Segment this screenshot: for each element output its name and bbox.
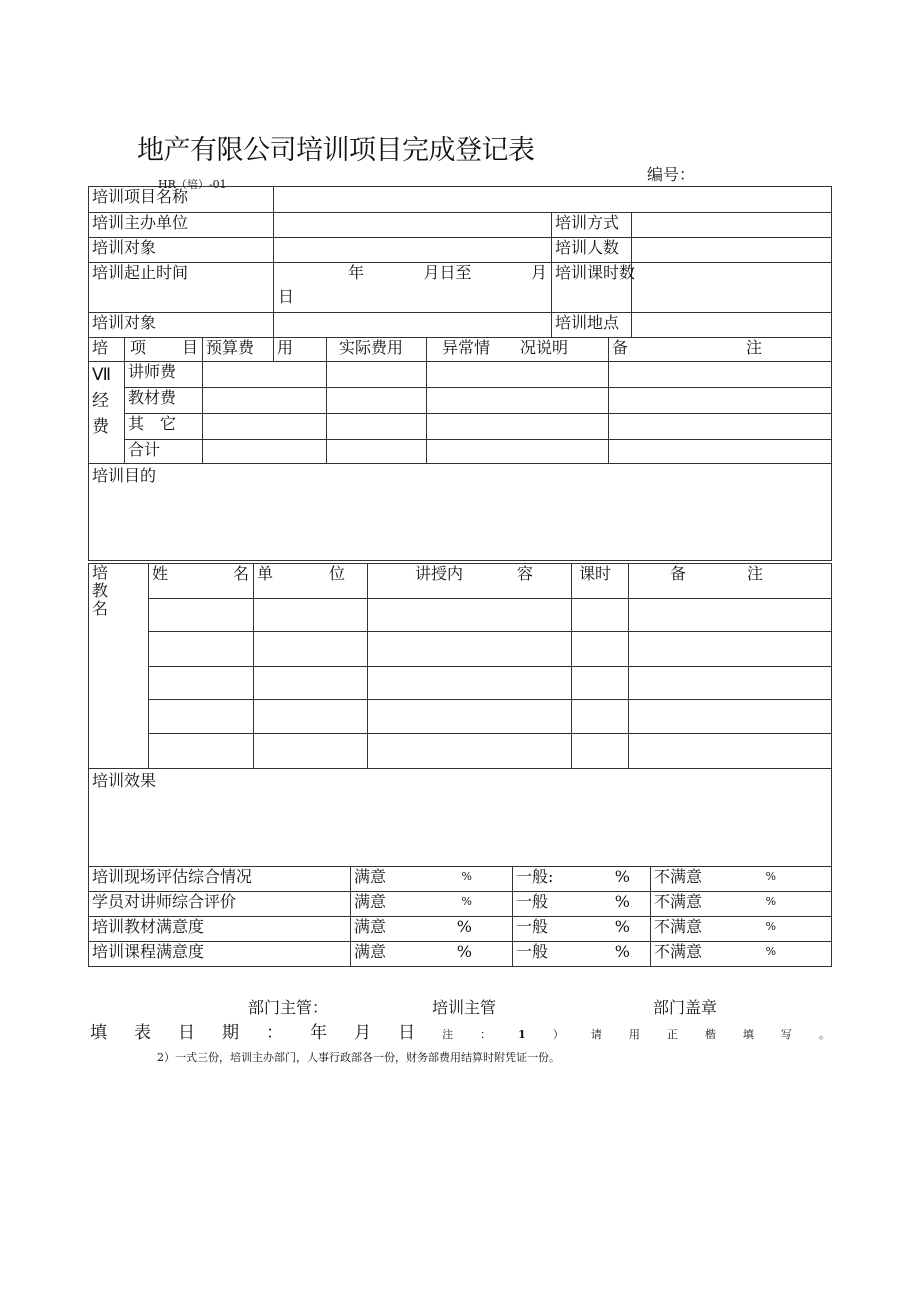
- trainer-unit-cell[interactable]: [254, 599, 368, 632]
- funds-materials-budget[interactable]: [203, 388, 327, 414]
- evaluation-label: 培训现场评估综合情况: [89, 867, 351, 892]
- funds-item-materials: 教材费: [125, 388, 203, 414]
- trainer-content-cell[interactable]: [368, 700, 572, 734]
- funds-lecturer-budget[interactable]: [203, 362, 327, 388]
- general-cell[interactable]: 一般: %: [513, 867, 651, 892]
- trainers-header-remark: 备 注: [629, 564, 832, 599]
- table-row: [89, 632, 832, 667]
- funds-lecturer-actual[interactable]: [327, 362, 427, 388]
- trainer-hours-cell[interactable]: [572, 632, 629, 667]
- page-title: 地产有限公司培训项目完成登记表: [137, 135, 535, 166]
- funds-other-budget[interactable]: [203, 414, 327, 440]
- trainer-unit-cell[interactable]: [254, 734, 368, 769]
- evaluation-row: [89, 917, 832, 942]
- satisfied-cell[interactable]: 满意 %: [351, 942, 513, 967]
- trainer-name-cell[interactable]: [149, 599, 254, 632]
- trainer-hours-cell[interactable]: [572, 667, 629, 700]
- trainer-remark-cell[interactable]: [629, 667, 832, 700]
- funds-header-item: 项 目: [125, 338, 203, 362]
- period-year: 年: [348, 263, 365, 282]
- trainer-unit-cell[interactable]: [254, 667, 368, 700]
- satisfied-cell[interactable]: 满意 %: [351, 867, 513, 892]
- funds-vertical-label: Ⅶ 经 费: [89, 362, 125, 464]
- funds-lecturer-abnormal[interactable]: [427, 362, 609, 388]
- trainer-content-cell[interactable]: [368, 599, 572, 632]
- evaluation-label: 培训课程满意度: [89, 942, 351, 967]
- trainer-name-cell[interactable]: [149, 632, 254, 667]
- unsatisfied-cell[interactable]: 不满意 %: [651, 942, 832, 967]
- funds-lecturer-remark[interactable]: [609, 362, 832, 388]
- period-month: 月: [530, 263, 547, 282]
- trainer-hours-cell[interactable]: [572, 599, 629, 632]
- unsatisfied-cell[interactable]: 不满意 %: [651, 867, 832, 892]
- period-field[interactable]: [274, 263, 552, 313]
- trainer-unit-cell[interactable]: [254, 700, 368, 734]
- target-field[interactable]: [274, 238, 552, 263]
- funds-total-budget[interactable]: [203, 440, 327, 464]
- label-location: 培训地点: [552, 313, 632, 338]
- evaluation-row: [89, 867, 832, 892]
- project-name-field[interactable]: [274, 187, 832, 213]
- serial-number-label: 编号：: [647, 165, 696, 184]
- trainer-name-cell[interactable]: [149, 734, 254, 769]
- hours-field[interactable]: [632, 263, 832, 313]
- evaluation-label: 学员对讲师综合评价: [89, 892, 351, 917]
- dept-head-label: 部门主管：: [248, 998, 329, 1017]
- funds-vertical-1: 培: [89, 338, 125, 362]
- note-line-2: 2）一式三份，培训主办部门，人事行政部各一份，财务部费用结算时附凭证一份。: [157, 1051, 560, 1064]
- table-row: [89, 734, 832, 769]
- evaluation-table: [88, 768, 832, 967]
- period-mid: 月日至: [423, 263, 472, 282]
- headcount-field[interactable]: [632, 238, 832, 263]
- fill-date-and-note: 填 表 日 期 ： 年 月 日 注 ： 1 ） 请 用 正 楷 填 写 。: [90, 1023, 830, 1043]
- trainer-unit-cell[interactable]: [254, 632, 368, 667]
- dept-seal-label: 部门盖章: [653, 998, 718, 1017]
- funds-header-remark: 备 注: [609, 338, 832, 362]
- label-period: 培训起止时间: [89, 263, 274, 313]
- label-project-name: 培训项目名称: [89, 187, 274, 213]
- trainers-vertical-label: 培教名: [89, 564, 149, 769]
- satisfied-cell[interactable]: 满意 %: [351, 917, 513, 942]
- trainer-name-cell[interactable]: [149, 700, 254, 734]
- effect-field[interactable]: [89, 769, 832, 867]
- trainers-header-unit: 单 位: [254, 564, 368, 599]
- label-target: 培训对象: [89, 238, 274, 263]
- registration-form-table: [88, 186, 832, 561]
- general-cell[interactable]: 一般 %: [513, 942, 651, 967]
- satisfied-cell[interactable]: 满意 %: [351, 892, 513, 917]
- trainer-hours-cell[interactable]: [572, 734, 629, 769]
- label-host-unit: 培训主办单位: [89, 213, 274, 238]
- training-head-label: 培训主管: [432, 998, 497, 1017]
- table-row: [89, 599, 832, 632]
- funds-total-actual[interactable]: [327, 440, 427, 464]
- funds-header-budget-suffix: 用: [274, 338, 327, 362]
- host-unit-field[interactable]: [274, 213, 552, 238]
- label-headcount: 培训人数: [552, 238, 632, 263]
- form-code: HR（培）-01: [158, 178, 227, 191]
- trainer-remark-cell[interactable]: [629, 599, 832, 632]
- evaluation-row: [89, 892, 832, 917]
- location-field[interactable]: [632, 313, 832, 338]
- funds-header-actual: 实际费用: [327, 338, 427, 362]
- trainers-header-name: 姓 名: [149, 564, 254, 599]
- trainer-remark-cell[interactable]: [629, 734, 832, 769]
- unsatisfied-cell[interactable]: 不满意 %: [651, 892, 832, 917]
- effect-label: 培训效果: [92, 771, 157, 790]
- trainer-content-cell[interactable]: [368, 632, 572, 667]
- trainer-content-cell[interactable]: [368, 734, 572, 769]
- evaluation-row: [89, 942, 832, 967]
- label-target2: 培训对象: [89, 313, 274, 338]
- funds-total-remark[interactable]: [609, 440, 832, 464]
- label-hours: 培训课时数: [552, 263, 632, 313]
- general-cell[interactable]: 一般 %: [513, 892, 651, 917]
- funds-materials-remark[interactable]: [609, 388, 832, 414]
- funds-header-budget: 预算费: [203, 338, 274, 362]
- evaluation-label: 培训教材满意度: [89, 917, 351, 942]
- unsatisfied-cell[interactable]: 不满意 %: [651, 917, 832, 942]
- funds-item-other: 其 它: [125, 414, 203, 440]
- trainer-remark-cell[interactable]: [629, 632, 832, 667]
- period-day: 日: [278, 287, 295, 306]
- trainers-header-hours: 课时: [572, 564, 629, 599]
- funds-item-lecturer: 讲师费: [125, 362, 203, 388]
- funds-materials-abnormal[interactable]: [427, 388, 609, 414]
- funds-materials-actual[interactable]: [327, 388, 427, 414]
- funds-other-remark[interactable]: [609, 414, 832, 440]
- funds-item-total: 合计: [125, 440, 203, 464]
- training-method-field[interactable]: [632, 213, 832, 238]
- target2-field[interactable]: [274, 313, 552, 338]
- table-row: [89, 700, 832, 734]
- trainer-name-cell[interactable]: [149, 667, 254, 700]
- general-cell[interactable]: 一般 %: [513, 917, 651, 942]
- purpose-field[interactable]: [89, 464, 832, 561]
- funds-other-actual[interactable]: [327, 414, 427, 440]
- trainers-header-content: 讲授内 容: [368, 564, 572, 599]
- funds-total-abnormal[interactable]: [427, 440, 609, 464]
- trainer-remark-cell[interactable]: [629, 700, 832, 734]
- label-training-method: 培训方式: [552, 213, 632, 238]
- purpose-label: 培训目的: [92, 466, 157, 485]
- funds-other-abnormal[interactable]: [427, 414, 609, 440]
- funds-header-abnormal: 异常情 况说明: [427, 338, 609, 362]
- table-row: [89, 667, 832, 700]
- trainers-table: [88, 563, 832, 769]
- trainer-content-cell[interactable]: [368, 667, 572, 700]
- trainer-hours-cell[interactable]: [572, 700, 629, 734]
